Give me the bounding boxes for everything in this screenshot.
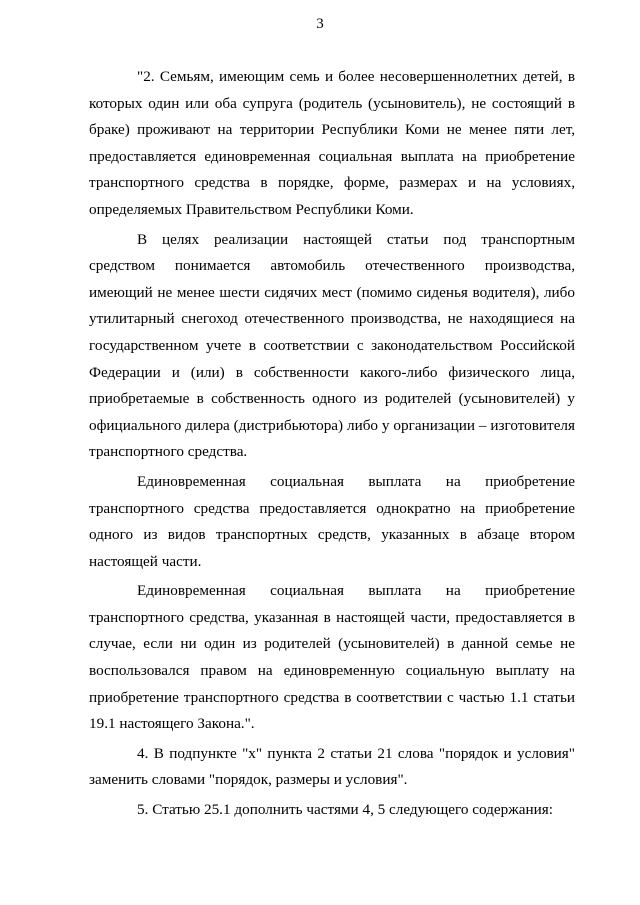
page-number: 3 (316, 16, 324, 32)
document-body (89, 64, 575, 824)
paragraph-family-payment: "2. Семьям, имеющим семь и более несовершеннолетних детей, в которых один или оба супруга (родитель (усыновитель), не состоящий в браке) проживают на территории Республики Коми не менее пяти лет, предоставляется единовременная социальная выплата на приобретение транспортного средства в порядке, форме, размерах и на условиях, определяемых Правительством Республики Коми. (89, 68, 575, 218)
paragraph-amendment-25-1: 5. Статью 25.1 дополнить частями 4, 5 следующего содержания: (137, 801, 553, 819)
paragraph-vehicle-definition: В целях реализации настоящей статьи под транспортным средством понимается автомобиль отечественного производства, имеющий не менее шести сидячих мест (помимо сиденья водителя), либо утилитарный снегоход отечественного производства, не находящиеся на государственном учете в соответствии с законодательством Российской Федерации и (или) в собственности какого-либо физического лица, приобретаемые в собственность одного из родителей (усыновителей) у официального дилера (дистрибьютора) либо у организации – изготовителя транспортного средства. (89, 230, 575, 461)
paragraph-one-time-payment: Единовременная социальная выплата на приобретение транспортного средства предоставляется однократно на приобретение одного из видов транспортных средств, указанных в абзаце втором настоящей части. (89, 472, 575, 570)
paragraph-amendment-21: 4. В подпункте "х" пункта 2 статьи 21 слова "порядок и условия" заменить словами "порядок, размеры и условия". (89, 744, 575, 789)
paragraph-payment-condition: Единовременная социальная выплата на приобретение транспортного средства, указанная в настоящей части, предоставляется в случае, если ни один из родителей (усыновителей) в данной семье не воспользовался правом на единовременную социальную выплату на приобретение транспортного средства в соответствии с частью 1.1 статьи 19.1 настоящего Закона.". (89, 582, 575, 733)
